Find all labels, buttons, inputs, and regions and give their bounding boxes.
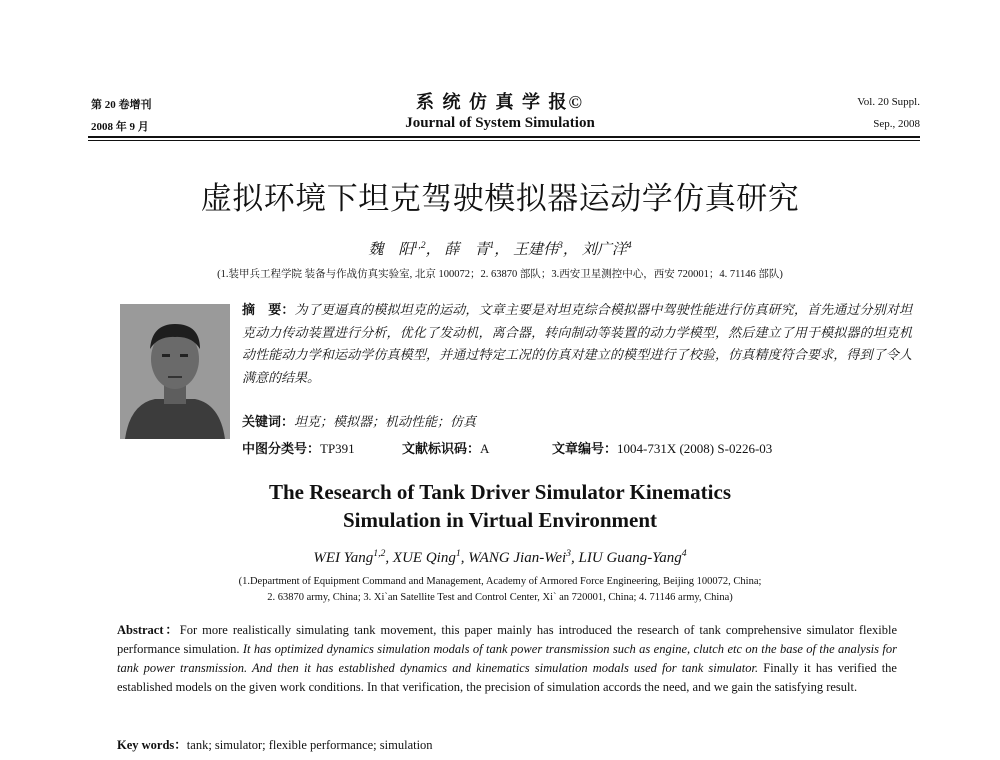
affiliation-en-line1: (1.Department of Equipment Command and Management, Academy of Armored Force Engineering, Beijing 100072, China; — [238, 576, 762, 587]
paper-title-en — [0, 478, 1000, 534]
article-label: 文章编号： — [552, 441, 618, 456]
author-cn: 薛 青$^1$， — [444, 240, 510, 258]
author-cn: 魏 阳$^{1,2}$， — [368, 240, 441, 258]
classification-cn — [242, 438, 842, 457]
article-value: 1004-731X (2008) S-0226-03 — [617, 441, 773, 456]
author-en: LIU Guang-Yang$^4$ — [578, 548, 687, 566]
affiliation-en — [60, 574, 940, 606]
abstract-en — [117, 621, 897, 697]
header-rule-thick — [88, 136, 920, 138]
author-en: XUE Qing$^1$, — [392, 548, 469, 566]
affiliation-en-line2: 2. 63870 army, China; 3. Xi`an Satellite Test and Control Center, Xi` an 720001, China; 4. 71146 army, China) — [267, 592, 733, 603]
volume-en: Vol. 20 Suppl. — [857, 96, 920, 108]
clc-label: 中图分类号： — [242, 441, 321, 456]
author-cn: 王建伟$^3$， — [513, 240, 578, 258]
keywords-en-label: Key words： — [117, 738, 187, 752]
author-cn: 刘广洋$^4$ — [581, 240, 632, 258]
author-en: WEI Yang$^{1,2}$, — [313, 548, 393, 566]
keywords-cn-text: 坦克；模拟器；机动性能；仿真 — [294, 414, 477, 429]
abstract-cn — [242, 299, 912, 389]
doc-label: 文献标识码： — [402, 441, 481, 456]
journal-title-cn: 系 统 仿 真 学 报© — [416, 92, 584, 112]
date-cn: 2008 年 9 月 — [91, 121, 149, 133]
authors-cn — [0, 238, 1000, 259]
journal-title-en: Journal of System Simulation — [405, 115, 595, 131]
affiliation-cn: (1.装甲兵工程学院 装备与作战仿真实验室, 北京 100072；2. 63870 部队；3.西安卫星测控中心，西安 720001；4. 71146 部队) — [217, 269, 783, 280]
date-en: Sep., 2008 — [873, 118, 920, 130]
header-rule-thin — [88, 140, 920, 141]
doc-value: A — [480, 441, 490, 456]
abstract-en-part3: Finally it has verified the established models on the given work conditions. In that verification, the precision of simulation accords the need, and we gain the satisfying result. — [117, 661, 897, 694]
paper-title-cn: 虚拟环境下坦克驾驶模拟器运动学仿真研究 — [200, 181, 800, 217]
volume-cn: 第 20 卷增刊 — [91, 99, 152, 111]
keywords-en — [117, 735, 433, 753]
abstract-en-label: Abstract： — [117, 623, 180, 637]
clc-value: TP391 — [320, 441, 355, 456]
keywords-cn-label: 关键词： — [242, 414, 295, 429]
paper-title-en-line2: Simulation in Virtual Environment — [342, 508, 658, 532]
keywords-cn — [242, 411, 476, 430]
keywords-en-text: tank; simulator; flexible performance; simulation — [186, 738, 433, 752]
paper-title-en-line1: The Research of Tank Driver Simulator Kinematics — [269, 480, 731, 504]
abstract-cn-label: 摘 要： — [242, 302, 295, 317]
abstract-cn-text: 为了更逼真的模拟坦克的运动，文章主要是对坦克综合模拟器中驾驶性能进行仿真研究，首先通过分别对坦克动力传动装置进行分析，优化了发动机，离合器，转向制动等装置的动力学模型，然后建立了用于模拟器的坦克机动性能动力学和运动学仿真模型，并通过特定工况的仿真对建立的模型进行了校验，仿真精度符合要求，得到了令人满意的结果。 — [242, 302, 912, 385]
authors-en — [0, 548, 1000, 567]
abstract-en-part2: It has optimized dynamics simulation modals of tank power transmission such as engine, clutch etc on the base of the analysis for tank power transmission. And then it has established dynamics and kinematics simulation modals used for tank simulator. — [117, 642, 897, 675]
abstract-en-part1: For more realistically simulating tank movement, this paper mainly has introduced the research of tank comprehensive simulator flexible performance simulation. — [117, 623, 897, 656]
author-photo — [120, 304, 230, 439]
author-en: WANG Jian-Wei$^3$, — [468, 548, 579, 566]
